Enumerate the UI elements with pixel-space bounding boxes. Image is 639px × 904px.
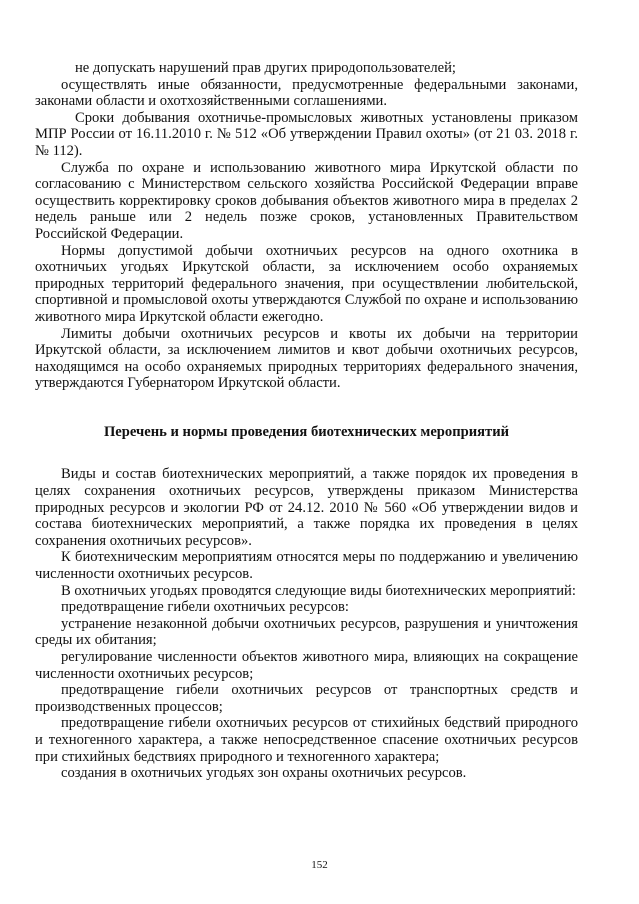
paragraph: Служба по охране и использованию животного мира Иркутской области по согласованию с Министерством сельского хозяйства Российской Федерации вправе осуществить корректировку сроков добывания объектов животного мира в пределах 2 недель раньше или 2 недель позже сроков, установленных Правительством Российской Федерации. xyxy=(35,159,578,242)
list-item: устранение незаконной добычи охотничьих ресурсов, разрушения и уничтожения среды их обитания; xyxy=(35,615,578,649)
paragraph: В охотничьих угодьях проводятся следующие виды биотехнических мероприятий: xyxy=(61,582,576,599)
paragraph: Сроки добывания охотничье-промысловых животных установлены приказом МПР России от 16.11.2010 г. № 512 «Об утверждении Правил охоты» (от 21 03. 2018 г. № 112). xyxy=(35,109,578,159)
list-item: предотвращение гибели охотничьих ресурсов от стихийных бедствий природного и техногенного характера, а также непосредственное спасение охотничьих ресурсов при стихийных бедствиях природного и техногенного характера; xyxy=(35,715,578,765)
list-item: предотвращение гибели охотничьих ресурсов: xyxy=(61,599,349,616)
list-item: предотвращение гибели охотничьих ресурсов от транспортных средств и производственных процессов; xyxy=(35,682,578,715)
paragraph: не допускать нарушений прав других природопользователей; xyxy=(75,60,456,76)
list-item: создания в охотничьих угодьях зон охраны охотничьих ресурсов. xyxy=(61,765,467,782)
paragraph: Лимиты добычи охотничьих ресурсов и квоты их добычи на территории Иркутской области, за исключением лимитов и квот добычи охотничьих ресурсов, находящимся на особо охраняемых природных территориях федерального значения, утверждаются Губернатором Иркутской области. xyxy=(35,325,578,392)
paragraph: осуществлять иные обязанности, предусмотренные федеральными законами, законами области и охотхозяйственными соглашениями. xyxy=(35,76,578,110)
page-body xyxy=(35,60,578,782)
paragraph: Нормы допустимой добычи охотничьих ресурсов на одного охотника в охотничьих угодьях Иркутской области, за исключением особо охраняемых природных территорий федерального значения, при осуществлении любительской, спортивной и промысловой охоты утверждаются Службой по охране и использованию животного мира Иркутской области ежегодно. xyxy=(35,242,578,325)
section-heading: Перечень и нормы проведения биотехнических мероприятий xyxy=(103,423,510,440)
list-item: регулирование численности объектов животного мира, влияющих на сокращение численности охотничьих ресурсов; xyxy=(35,649,578,682)
paragraph: Виды и состав биотехнических мероприятий, а также порядок их проведения в целях сохранения охотничьих ресурсов, утверждены приказом Министерства природных ресурсов и экологии РФ от 24.12. 2010 № 560 «Об утверждении видов и состава биотехнических мероприятий, а также порядка их проведения в целях сохранения охотничьих ресурсов». xyxy=(35,466,578,549)
paragraph: К биотехническим мероприятиям относятся меры по поддержанию и увеличению численности охотничьих ресурсов. xyxy=(35,549,578,583)
page-number: 152 xyxy=(311,859,328,871)
